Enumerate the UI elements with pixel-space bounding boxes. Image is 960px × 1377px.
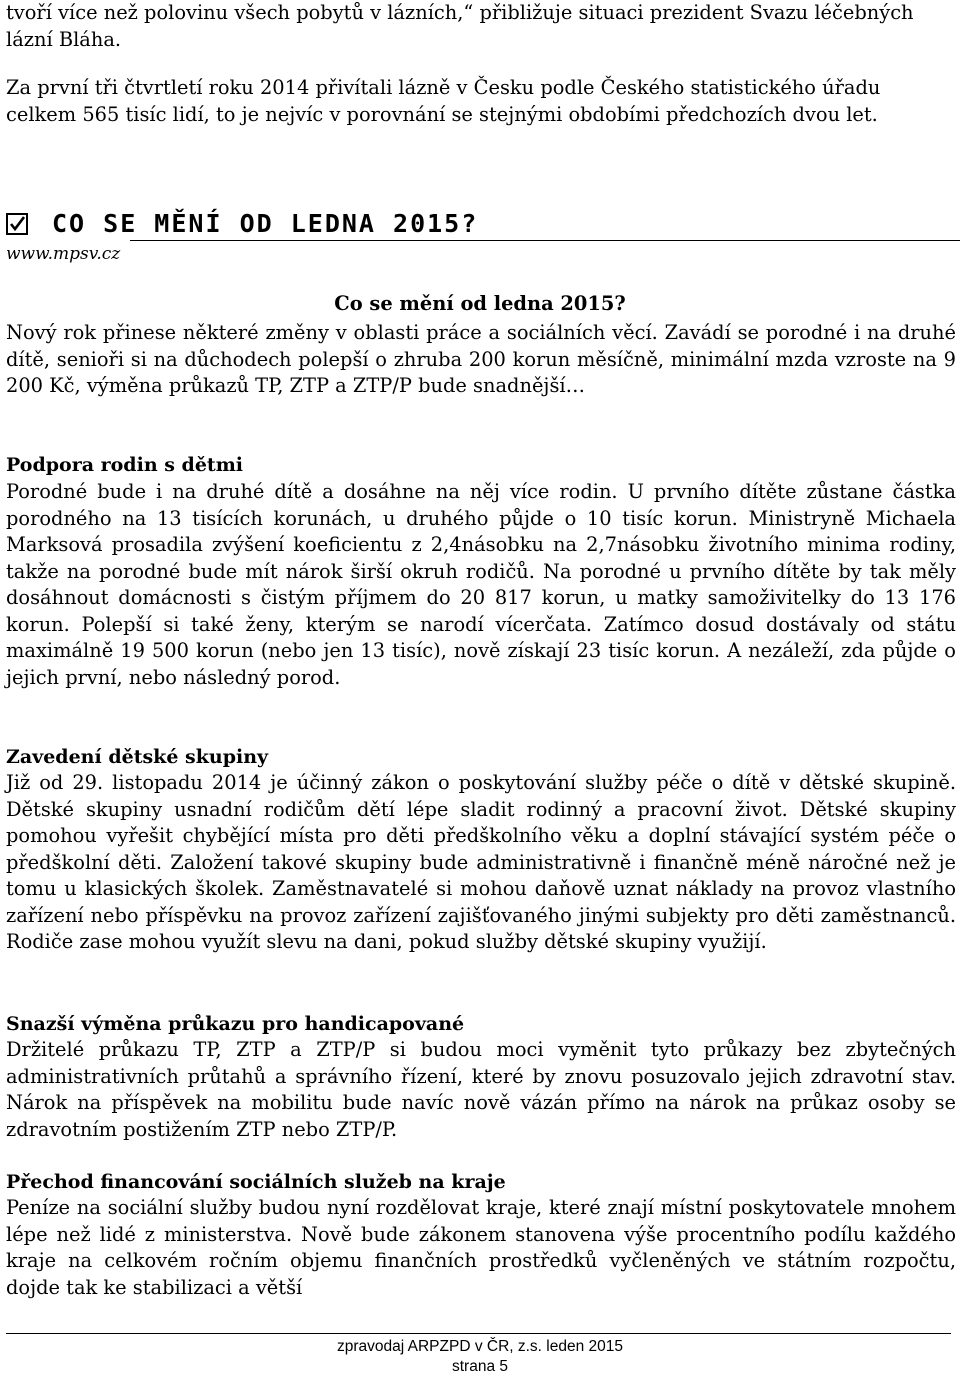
footer-page-number: strana 5	[451, 1358, 508, 1375]
section-text: Peníze na sociální služby budou nyní rozdělovat kraje, které znají místní poskytovatele mnohem lépe než lidé z ministerstva. Nově bude zákonem stanovena výše procentního podílu každého kraje na celkovém ročním objemu finančních prostředků vyčleněných ve státním rozpočtu, dojde tak ke stabilizaci a větší	[6, 1196, 956, 1299]
section-text: Již od 29. listopadu 2014 je účinný zákon o poskytování služby péče o dítě v dětské skupině. Dětské skupiny usnadní rodičům dětí lépe sladit rodinný a pracovní život. Dětské skupiny pomohou vyřešit chybějící místa pro děti předškolního věku a doplní stávající systém péče o předškolní děti. Založení takové skupiny bude administrativně i finančně méně náročné než je tomu u klasických školek. Zaměstnavatelé si mohou daňově uznat náklady na provoz vlastního zařízení nebo příspěvku na provoz zařízení zajišťovaného jinými subjekty pro děti zaměstnanců. Rodiče zase mohou využít slevu na dani, pokud služby dětské skupiny využijí.	[6, 771, 956, 953]
section-heading: Zavedení dětské skupiny	[6, 746, 269, 768]
section-heading: Podpora rodin s dětmi	[6, 454, 244, 476]
section-text: Porodné bude i na druhé dítě a dosáhne na něj více rodin. U prvního dítěte zůstane částka porodného na 13 tisících korunách, u druhého půjde o 10 tisíc korun. Ministryně Michaela Marksová prosadila zvýšení koeficientu z 2,4násobku na 2,7násobku životního minima rodiny, takže na porodné bude mít nárok širší okruh rodičů. Na porodné u prvního dítěte by tak měly dosáhnout domácnosti s čistým příjmem do 20 817 korun, u matky samoživitelky do 13 176 korun. Polepší si také ženy, kterým se narodí vícerčata. Zatímco dosud dostávaly od státu maximálně 19 500 korun (nebo jen 13 tisíc), nově získají 23 tisíc korun. A nezáleží, zda půjde o jejich první, nebo následný porod.	[6, 480, 956, 689]
checked-box-icon	[6, 213, 28, 235]
main-heading	[6, 206, 960, 240]
footer-rule	[6, 1333, 951, 1334]
section-heading: Snazší výměna průkazu pro handicapované	[6, 1013, 465, 1035]
intro-paragraph-2: Za první tři čtvrtletí roku 2014 přivítali lázně v Česku podle Českého statistického úřadu celkem 565 tisíc lidí, to je nejvíc v porovnání se stejnými obdobími předchozích dvou let.	[6, 76, 881, 126]
section-heading: Přechod financování sociálních služeb na kraje	[6, 1171, 506, 1193]
main-heading-text: CO SE MĚNÍ OD LEDNA 2015?	[52, 208, 479, 238]
section-text: Držitelé průkazu TP, ZTP a ZTP/P si budou moci vyměnit tyto průkazy bez zbytečných administrativních průtahů a správního řízení, které by znovu posuzovalo jejich zdravotní stav. Nárok na příspěvek na mobilitu bude navíc nově vázán přímo na nárok na průkaz osoby se zdravotním postižením ZTP nebo ZTP/P.	[6, 1038, 956, 1141]
source-url: www.mpsv.cz	[6, 244, 121, 264]
footer-publication: zpravodaj ARPZPD v ČR, z.s. leden 2015	[336, 1338, 624, 1355]
article-lead: Nový rok přinese některé změny v oblasti práce a sociálních věcí. Zavádí se porodné i na druhé dítě, senioři si na důchodech polepší o zhruba 200 korun měsíčně, minimální mzda vzroste na 9 200 Kč, výměna průkazů TP, ZTP a ZTP/P bude snadnější…	[6, 321, 956, 397]
page-footer	[0, 1337, 960, 1377]
heading-rule	[130, 240, 960, 241]
intro-paragraph-1: tvoří více než polovinu všech pobytů v lázních,“ přibližuje situaci prezident Svazu léčebných lázní Bláha.	[6, 1, 914, 51]
article-title: Co se mění od ledna 2015?	[334, 292, 626, 315]
